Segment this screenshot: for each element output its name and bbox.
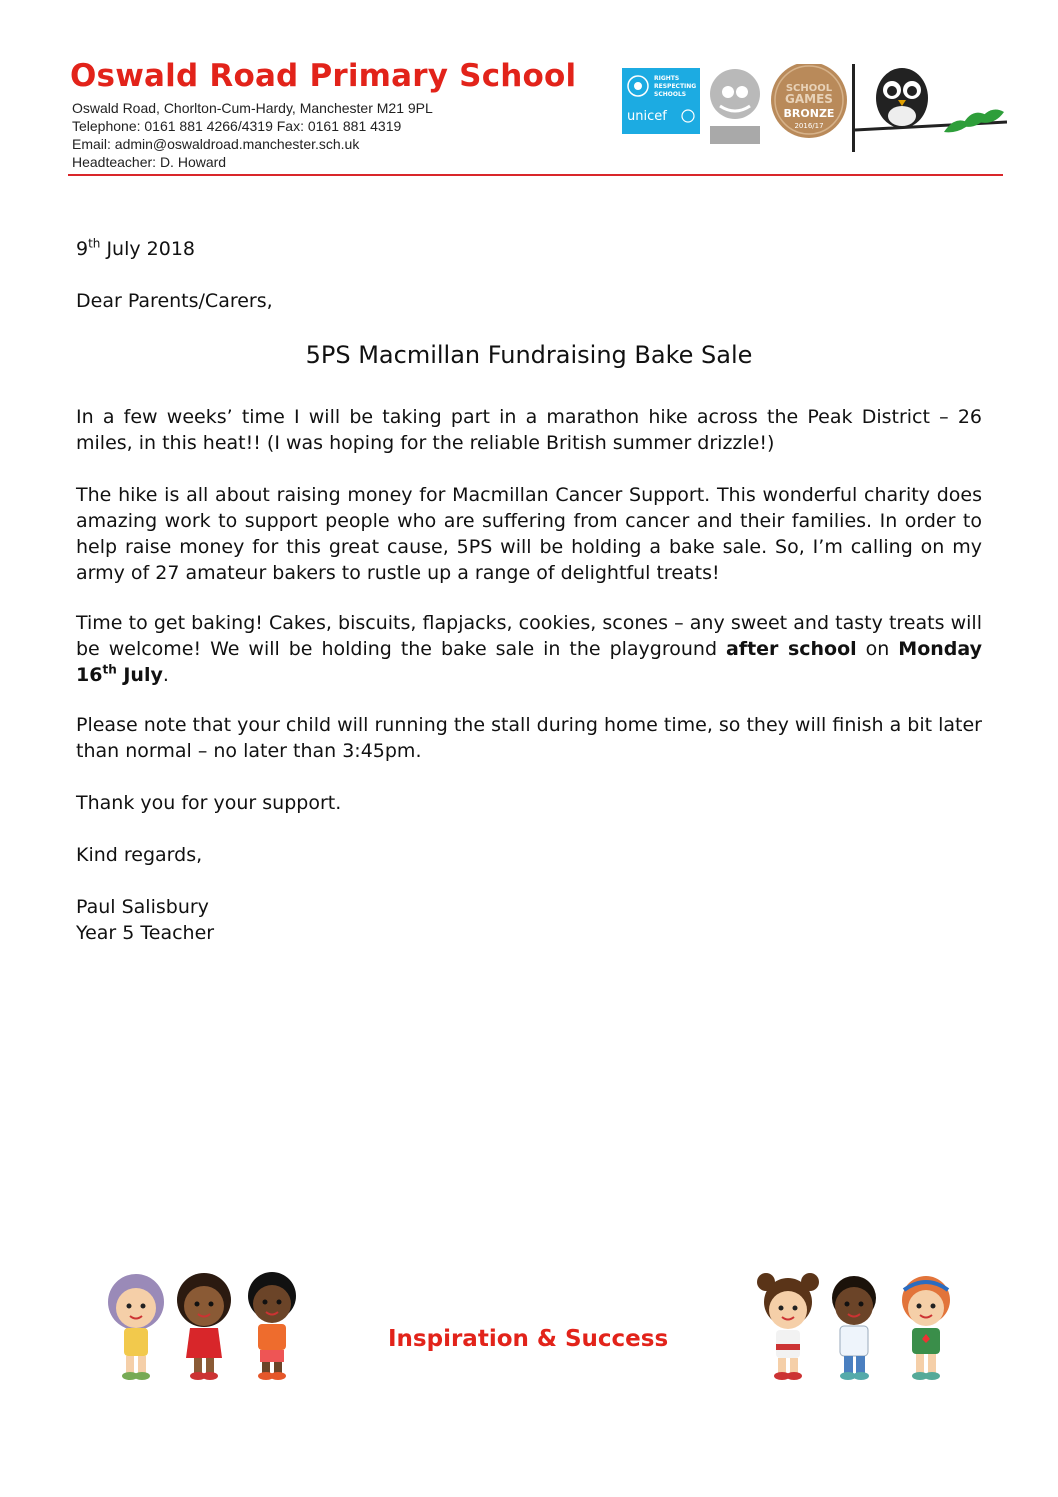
unicef-rights-badge-icon <box>622 68 700 134</box>
paragraph-timing: Please note that your child will running the stall during home time, so they will finish a bit later than normal – no later than 3:45pm. <box>76 714 982 762</box>
paragraph-charity: The hike is all about raising money for Macmillan Cancer Support. This wonderful charity does amazing work to support people who are suffering from cancer and their families. In order to help raise money for this great cause, 5PS will be holding a bake sale. So, I’m calling on my army of 27 amateur bakers to rustle up a range of delightful treats! <box>76 484 982 584</box>
signature-role: Year 5 Teacher <box>76 922 215 944</box>
letter-title: 5PS Macmillan Fundraising Bake Sale <box>305 341 753 369</box>
bold-date-day: Monday 16 <box>76 638 982 686</box>
school-address: Oswald Road, Chorlton-Cum-Hardy, Manchester M21 9PL <box>72 100 433 116</box>
headteacher: Headteacher: D. Howard <box>72 154 227 170</box>
school-telephone: Telephone: 0161 881 4266/4319 Fax: 0161 881 4319 <box>72 118 402 134</box>
date-month-year: July 2018 <box>100 238 196 260</box>
school-name: Oswald Road Primary School <box>70 58 577 94</box>
letterhead <box>70 58 1005 178</box>
baking-text-mid: on <box>856 638 899 660</box>
school-motto: Inspiration & Success <box>388 1326 669 1352</box>
healthy-school-badge-icon <box>710 69 760 144</box>
baking-text-start: Time to get baking! Cakes, biscuits, flapjacks, cookies, scones – any sweet and tasty treats will be welcome! We will be holding the bake sale in the playground <box>76 612 982 660</box>
rights-text-2: RESPECTING <box>654 83 697 90</box>
letter-date <box>76 236 195 262</box>
games-text-1: SCHOOL <box>785 83 833 94</box>
signature-name: Paul Salisbury <box>76 896 209 918</box>
header-divider <box>68 174 1003 176</box>
salutation: Dear Parents/Carers, <box>76 290 273 312</box>
games-text-4: 2016/17 <box>794 122 824 130</box>
closing: Kind regards, <box>76 844 203 866</box>
unicef-text: unicef <box>627 109 667 124</box>
baking-text-end: . <box>162 664 169 686</box>
rights-text-3: SCHOOLS <box>654 91 687 98</box>
school-email: Email: admin@oswaldroad.manchester.sch.uk <box>72 136 360 152</box>
thank-you: Thank you for your support. <box>76 792 342 814</box>
paragraph-hike: In a few weeks’ time I will be taking part in a marathon hike across the Peak District – 26 miles, in this heat!! (I was hoping for the reliable British summer drizzle!) <box>76 406 982 454</box>
owl-logo-icon <box>852 64 1007 152</box>
children-illustration-left-icon <box>96 1266 312 1386</box>
bold-date-month: July <box>123 664 163 686</box>
bold-after-school: after school <box>725 638 857 660</box>
children-illustration-right-icon <box>748 1268 964 1388</box>
bold-date-suffix: th <box>102 662 117 677</box>
rights-text-1: RIGHTS <box>654 75 680 82</box>
paragraph-baking <box>76 610 982 688</box>
accreditation-logos <box>622 64 1007 154</box>
school-games-bronze-icon <box>771 64 847 138</box>
date-day: 9 <box>76 238 89 260</box>
games-text-2: GAMES <box>785 92 833 106</box>
date-suffix: th <box>88 236 101 251</box>
games-text-3: BRONZE <box>783 107 835 120</box>
